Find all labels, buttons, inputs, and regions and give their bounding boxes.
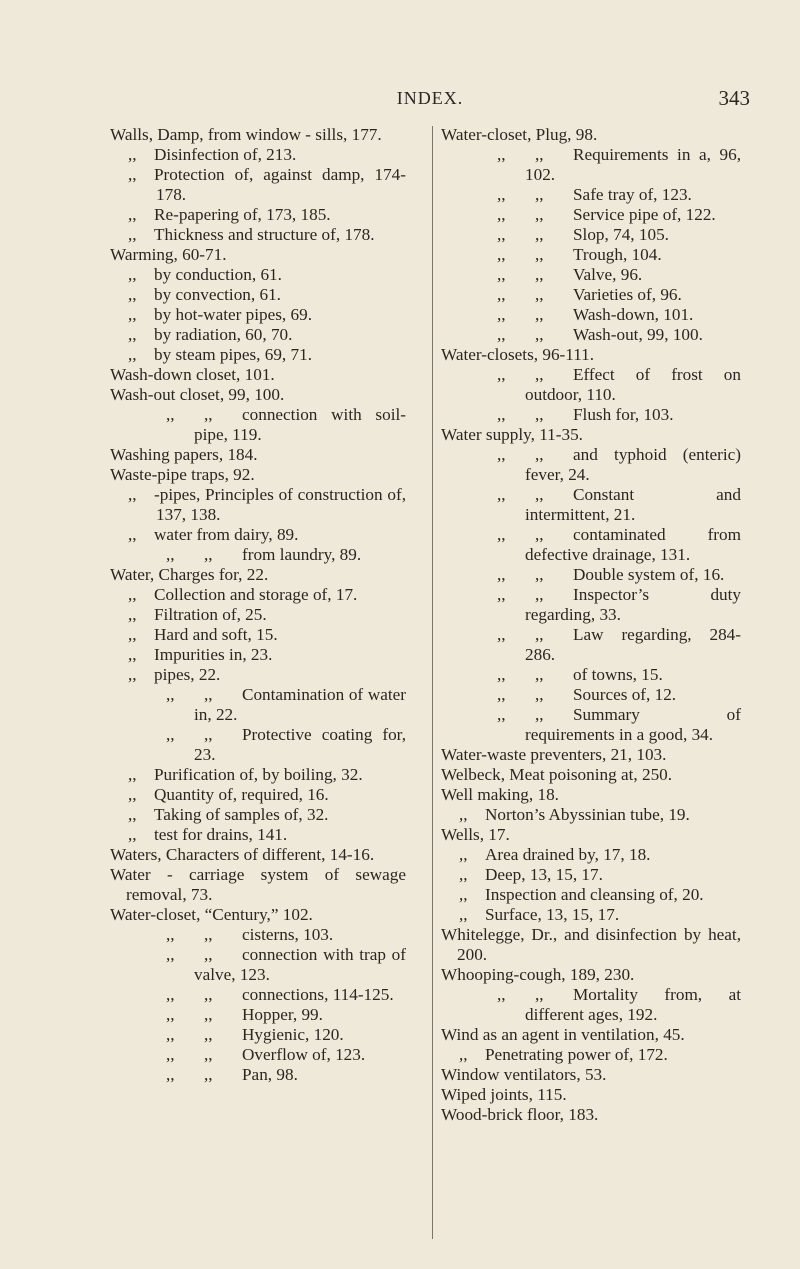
ditto-mark: ,, [497,305,506,324]
index-entry [441,305,741,325]
index-entry [441,245,741,265]
index-entry [110,1025,406,1045]
index-entry-text: Purification of, by boiling, 32. [154,765,363,784]
ditto-mark: ,, [128,485,137,504]
index-entry-text: Water-waste preventers, 21, 103. [441,745,667,764]
index-entry [110,625,406,645]
ditto-mark: ,, [535,305,544,324]
page-title: INDEX. [396,88,464,108]
index-entry-text: Overflow of, 123. [242,1045,366,1064]
index-entry [441,1045,741,1065]
ditto-mark: ,, [459,885,468,904]
ditto-mark: ,, [459,905,468,924]
index-entry [110,785,406,805]
index-entry-text: Thickness and structure of, 178. [154,225,375,244]
index-entry-text: Disinfection of, 213. [154,145,297,164]
index-entry [110,645,406,665]
index-entry [441,665,741,685]
ditto-mark: ,, [128,625,137,644]
index-entry-text: Wind as an agent in ventilation, 45. [441,1025,685,1044]
index-entry [110,765,406,785]
ditto-mark: ,, [535,705,544,724]
ditto-mark: ,, [497,585,506,604]
index-entry [110,905,406,925]
index-entry-text: Filtration of, 25. [154,605,267,624]
index-entry-text: -pipes, Principles of construction of, 137, 138. [154,485,406,524]
ditto-mark: ,, [166,1025,175,1044]
index-entry-text: Re-papering of, 173, 185. [154,205,331,224]
index-entry [441,745,741,765]
column-divider [432,126,433,1239]
index-entry-text: Wood-brick floor, 183. [441,1105,599,1124]
index-entry-text: Waste-pipe traps, 92. [110,465,255,484]
ditto-mark: ,, [459,1045,468,1064]
ditto-mark: ,, [497,525,506,544]
ditto-mark: ,, [128,285,137,304]
index-entry [441,125,741,145]
ditto-mark: ,, [128,645,137,664]
index-entry [110,485,406,525]
index-entry-text: Hopper, 99. [242,1005,323,1024]
index-entry [110,605,406,625]
index-entry [441,625,741,665]
index-entry [110,925,406,945]
index-entry [110,245,406,265]
ditto-mark: ,, [128,205,137,224]
ditto-mark: ,, [166,945,175,964]
index-entry [110,345,406,365]
index-entry [110,945,406,985]
index-entry [441,1025,741,1045]
index-column-left [110,125,406,1085]
index-entry [441,985,741,1025]
ditto-mark: ,, [459,865,468,884]
ditto-mark: ,, [535,565,544,584]
index-entry-text: Wash-down closet, 101. [110,365,275,384]
ditto-mark: ,, [166,1065,175,1084]
index-entry-text: Water-closets, 96-111. [441,345,595,364]
index-entry-text: connection with trap of valve, 123. [194,945,406,984]
ditto-mark: ,, [497,565,506,584]
index-entry [441,1105,741,1125]
index-entry-text: Hygienic, 120. [242,1025,344,1044]
index-entry-text: Whooping-cough, 189, 230. [441,965,635,984]
index-entry [110,985,406,1005]
index-entry [110,565,406,585]
index-entry-text: pipes, 22. [154,665,221,684]
index-entry-text: Constant and intermittent, 21. [525,485,741,524]
index-entry [441,485,741,525]
page-number: 343 [718,86,750,110]
ditto-mark: ,, [128,165,137,184]
ditto-mark: ,, [166,985,175,1004]
index-entry-text: by conduction, 61. [154,265,282,284]
ditto-mark: ,, [497,185,506,204]
ditto-mark: ,, [497,145,506,164]
index-entry-text: from laundry, 89. [242,545,362,564]
index-entry-text: Varieties of, 96. [573,285,682,304]
index-entry [110,125,406,145]
index-entry [441,325,741,345]
ditto-mark: ,, [166,925,175,944]
ditto-mark: ,, [535,525,544,544]
index-entry-text: Penetrating power of, 172. [485,1045,668,1064]
index-entry-text: Valve, 96. [573,265,643,284]
ditto-mark: ,, [128,585,137,604]
ditto-mark: ,, [128,525,137,544]
index-entry [441,785,741,805]
ditto-mark: ,, [204,1025,213,1044]
index-entry-text: water from dairy, 89. [154,525,299,544]
index-entry [110,845,406,865]
ditto-mark: ,, [128,325,137,344]
index-entry-text: Wash-out closet, 99, 100. [110,385,285,404]
ditto-mark: ,, [497,225,506,244]
index-entry-text: Impurities in, 23. [154,645,273,664]
index-entry-text: Flush for, 103. [573,405,674,424]
index-entry [441,405,741,425]
index-entry-text: Protection of, against damp, 174-178. [154,165,406,204]
index-entry [110,825,406,845]
ditto-mark: ,, [497,365,506,384]
index-entry [110,1005,406,1025]
index-entry-text: Water - carriage system of sewage removal, 73. [110,865,406,904]
index-entry-text: by hot-water pipes, 69. [154,305,312,324]
ditto-mark: ,, [535,485,544,504]
ditto-mark: ,, [535,405,544,424]
ditto-mark: ,, [535,445,544,464]
index-entry-text: Quantity of, required, 16. [154,785,329,804]
index-entry [110,445,406,465]
index-entry [110,1065,406,1085]
ditto-mark: ,, [535,665,544,684]
ditto-mark: ,, [204,1045,213,1064]
ditto-mark: ,, [497,265,506,284]
index-entry-text: Requirements in a, 96, 102. [525,145,741,184]
ditto-mark: ,, [128,825,137,844]
ditto-mark: ,, [497,685,506,704]
index-entry [110,145,406,165]
index-entry-text: Walls, Damp, from window - sills, 177. [110,125,382,144]
index-column-right [441,125,741,1125]
index-entry-text: Area drained by, 17, 18. [485,845,651,864]
index-entry-text: connection with soil-pipe, 119. [194,405,406,444]
index-entry-text: Contamination of water in, 22. [194,685,406,724]
index-entry-text: Deep, 13, 15, 17. [485,865,603,884]
index-entry [110,205,406,225]
ditto-mark: ,, [128,345,137,364]
index-entry [110,545,406,565]
index-entry [110,405,406,445]
ditto-mark: ,, [535,685,544,704]
index-entry-text: Window ventilators, 53. [441,1065,607,1084]
ditto-mark: ,, [497,485,506,504]
ditto-mark: ,, [535,225,544,244]
index-entry [110,805,406,825]
index-entry [441,1065,741,1085]
index-entry-text: Double system of, 16. [573,565,725,584]
index-entry-text: Protective coating for, 23. [194,725,406,764]
index-entry-text: Wells, 17. [441,825,510,844]
ditto-mark: ,, [128,265,137,284]
index-entry-text: Norton’s Abyssinian tube, 19. [485,805,690,824]
index-entry [441,285,741,305]
ditto-mark: ,, [535,325,544,344]
ditto-mark: ,, [535,245,544,264]
index-entry [441,265,741,285]
index-entry-text: Summary of requirements in a good, 34. [525,705,741,744]
index-entry [110,265,406,285]
index-entry-text: Safe tray of, 123. [573,185,692,204]
index-entry-text: Inspector’s duty regarding, 33. [525,585,741,624]
index-entry [441,885,741,905]
index-entry-text: Law regarding, 284-286. [525,625,741,664]
index-entry [110,1045,406,1065]
index-entry-text: Effect of frost on outdoor, 110. [525,365,741,404]
ditto-mark: ,, [166,1005,175,1024]
index-entry [441,845,741,865]
ditto-mark: ,, [128,305,137,324]
index-entry-text: Collection and storage of, 17. [154,585,358,604]
index-entry [441,145,741,185]
index-entry [110,285,406,305]
index-entry-text: Warming, 60-71. [110,245,227,264]
ditto-mark: ,, [204,1005,213,1024]
index-entry-text: Water, Charges for, 22. [110,565,269,584]
index-entry [441,205,741,225]
index-entry [441,705,741,745]
ditto-mark: ,, [166,545,175,564]
index-entry-text: test for drains, 141. [154,825,288,844]
index-entry-text: Washing papers, 184. [110,445,258,464]
index-entry-text: Waters, Characters of different, 14-16. [110,845,375,864]
ditto-mark: ,, [535,285,544,304]
index-entry-text: Pan, 98. [242,1065,298,1084]
ditto-mark: ,, [204,985,213,1004]
ditto-mark: ,, [535,625,544,644]
ditto-mark: ,, [128,785,137,804]
index-entry [110,525,406,545]
ditto-mark: ,, [204,725,213,744]
ditto-mark: ,, [535,585,544,604]
index-entry [441,1085,741,1105]
ditto-mark: ,, [535,185,544,204]
index-entry-text: Hard and soft, 15. [154,625,278,644]
ditto-mark: ,, [166,725,175,744]
index-entry-text: Service pipe of, 122. [573,205,716,224]
index-entry-text: Sources of, 12. [573,685,677,704]
index-entry [441,965,741,985]
index-entry [110,365,406,385]
index-entry-text: connections, 114-125. [242,985,394,1004]
ditto-mark: ,, [204,925,213,944]
index-entry [441,825,741,845]
ditto-mark: ,, [128,605,137,624]
index-entry [441,185,741,205]
ditto-mark: ,, [128,805,137,824]
index-entry [441,345,741,365]
index-entry [110,305,406,325]
ditto-mark: ,, [535,365,544,384]
index-entry [441,865,741,885]
index-entry [110,465,406,485]
index-entry [441,425,741,445]
index-entry [110,385,406,405]
ditto-mark: ,, [459,805,468,824]
index-entry-text: Wash-out, 99, 100. [573,325,703,344]
index-entry [110,585,406,605]
index-entry [110,685,406,725]
index-entry [110,665,406,685]
index-entry [441,905,741,925]
index-entry [110,165,406,205]
index-entry-text: Trough, 104. [573,245,662,264]
ditto-mark: ,, [459,845,468,864]
ditto-mark: ,, [497,205,506,224]
index-entry [441,765,741,785]
index-entry [110,225,406,245]
index-entry-text: by steam pipes, 69, 71. [154,345,313,364]
ditto-mark: ,, [497,405,506,424]
index-entry [441,925,741,965]
index-entry [441,525,741,565]
index-entry-text: by convection, 61. [154,285,281,304]
index-entry-text: Taking of samples of, 32. [154,805,329,824]
index-entry [441,685,741,705]
ditto-mark: ,, [497,445,506,464]
index-entry [110,725,406,765]
index-entry-text: Water supply, 11-35. [441,425,583,444]
index-entry [441,445,741,485]
index-entry-text: Mortality from, at different ages, 192. [525,985,741,1024]
index-entry [110,325,406,345]
ditto-mark: ,, [497,625,506,644]
index-entry-text: and typhoid (enteric) fever, 24. [525,445,741,484]
ditto-mark: ,, [128,225,137,244]
index-entry [110,865,406,905]
index-entry-text: contaminated from defective drainage, 131. [525,525,741,564]
index-entry [441,805,741,825]
index-entry-text: Wash-down, 101. [573,305,694,324]
ditto-mark: ,, [535,265,544,284]
index-entry [441,225,741,245]
index-entry [441,585,741,625]
ditto-mark: ,, [497,245,506,264]
index-entry [441,365,741,405]
page-header [110,88,750,118]
index-entry-text: Wiped joints, 115. [441,1085,567,1104]
ditto-mark: ,, [166,1045,175,1064]
ditto-mark: ,, [204,685,213,704]
ditto-mark: ,, [128,145,137,164]
index-entry-text: Surface, 13, 15, 17. [485,905,620,924]
index-entry-text: of towns, 15. [573,665,663,684]
ditto-mark: ,, [535,985,544,1004]
ditto-mark: ,, [204,545,213,564]
index-entry-text: Inspection and cleansing of, 20. [485,885,704,904]
ditto-mark: ,, [166,685,175,704]
index-entry-text: cisterns, 103. [242,925,334,944]
ditto-mark: ,, [497,665,506,684]
index-entry [441,565,741,585]
index-entry-text: Whitelegge, Dr., and disinfection by heat, 200. [441,925,741,964]
index-entry-text: Water-closet, “Century,” 102. [110,905,313,924]
ditto-mark: ,, [497,285,506,304]
ditto-mark: ,, [204,405,213,424]
ditto-mark: ,, [497,985,506,1004]
index-entry-text: Well making, 18. [441,785,559,804]
ditto-mark: ,, [204,945,213,964]
index-entry-text: Welbeck, Meat poisoning at, 250. [441,765,673,784]
index-entry-text: by radiation, 60, 70. [154,325,293,344]
ditto-mark: ,, [128,665,137,684]
ditto-mark: ,, [497,325,506,344]
index-entry-text: Water-closet, Plug, 98. [441,125,598,144]
index-entry-text: Slop, 74, 105. [573,225,669,244]
ditto-mark: ,, [535,145,544,164]
ditto-mark: ,, [497,705,506,724]
ditto-mark: ,, [535,205,544,224]
ditto-mark: ,, [166,405,175,424]
ditto-mark: ,, [128,765,137,784]
ditto-mark: ,, [204,1065,213,1084]
